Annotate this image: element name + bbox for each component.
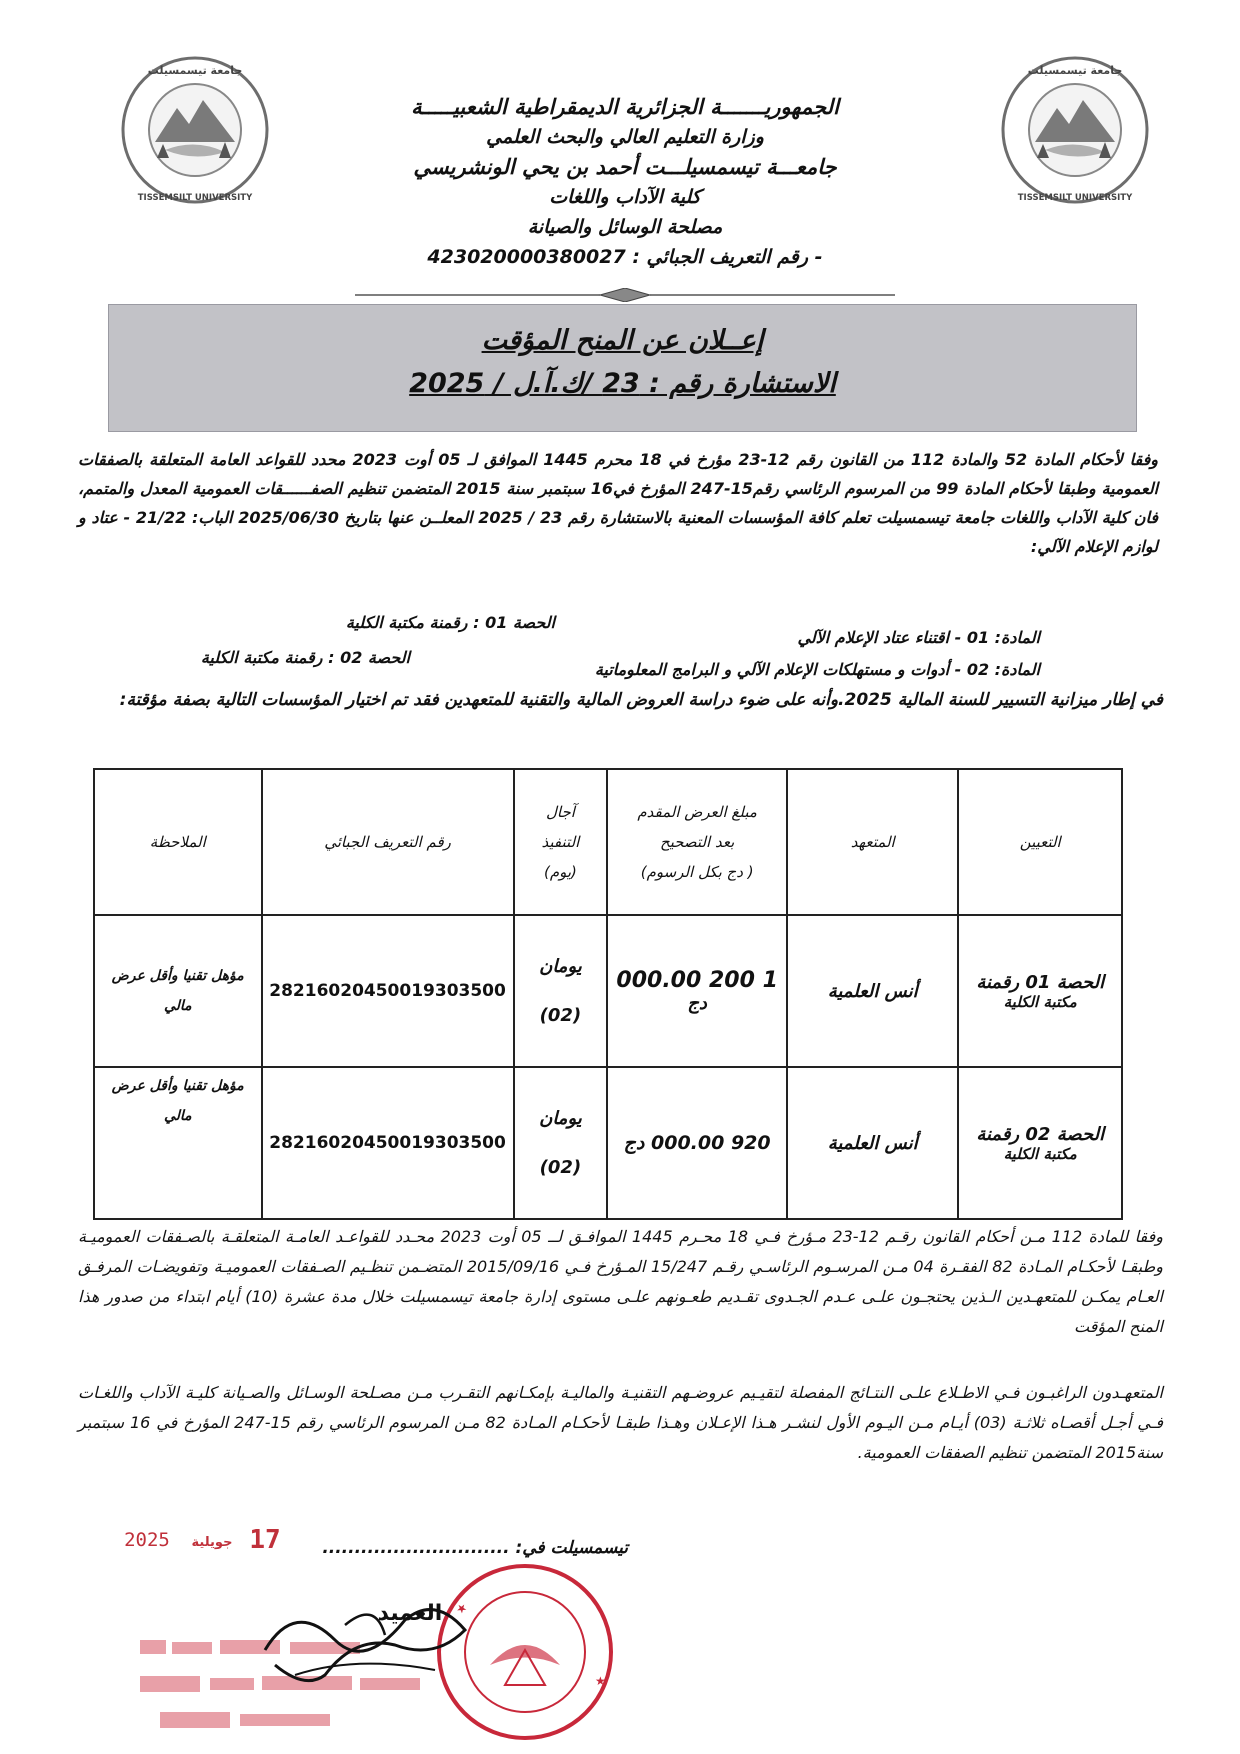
table-header-row [94, 769, 1122, 915]
dean-signature [235, 1580, 495, 1700]
svg-text:★: ★ [595, 1674, 606, 1688]
award-table [93, 768, 1123, 1220]
intro-paragraph: وفقا لأحكام المادة 52 والمادة 112 من القانون رقم 12-23 مؤرخ في 18 محرم 1445 الموافق لـ 05 أوت 2023 محدد للقواعد العامة المتعلقة بالصفقات العمومية وطبقا لأحكام المادة 99 من المرسوم الرئاسي رقم15-247 المؤرخ في16 سبتمبر سنة 2015 المتضمن تنظيم الصفــــــقات العمومية المعدل والمتمم، فان كلية الآداب واللغات جامعة تيسمسيلت تعلم كافة المؤسسات المعنية بالاستشارة رقم 23 / 2025 المعلــن عنها بتاريخ 2025/06/30 الباب: 21/22 - عتاد و لوازم الإعلام الآلي: [78, 450, 1159, 556]
header-university: جامعـــة تيسمسيلـــت أحمد بن يحي الونشريسي [413, 155, 837, 179]
header-amount: مبلغ العرض المقدم بعد التصحيح ( دج بكل الرسوم) [607, 769, 787, 915]
material-2-lot: الحصة 02 : رقمنة مكتبة الكلية [200, 648, 410, 667]
header-republic: الجمهوريـــــــة الجزائرية الديمقراطية الشعبيـــــة [411, 95, 839, 119]
selection-paragraph: في إطار ميزانية التسيير للسنة المالية 2025.وأنه على ضوء دراسة العروض المالية والتقنية للمتعهدين فقد تم اختيار المؤسسات التالية بصفة مؤقتة: [119, 690, 1163, 710]
header-faculty: كلية الآداب واللغات [549, 186, 701, 208]
cell-designation: الحصة 02 رقمنة مكتبة الكلية [958, 1067, 1122, 1219]
date-stamp-day: 17 [249, 1525, 281, 1555]
place-date-line: تيسمسيلت في: ............................. [322, 1538, 628, 1558]
cell-delay: يومان (02) [514, 915, 608, 1067]
svg-text:★: ★ [452, 1599, 471, 1618]
appeal-paragraph: وفقا للمادة 112 مـن أحكام القانون رقـم 12-23 مـؤرخ فـي 18 محـرم 1445 الموافـق لــ 05 أوت 2023 محـدد للقواعـد العامـة المتعلقـة بالصـفقات العموميـة وطبقـا لأحكـام المـادة 82 الفقـرة 04 مـن المرسـوم الرئاسـي رقـم 15/247 المـؤرخ فـي 2015/09/16 المتضـمن تنظـيم الصـفقات العموميـة وتفويضـات المرفـق العـام يمكـن للمتعهـدين الـذين يحتجـون علـى عـدم الجـدوى تقـديم طعـونهم علـى مستوى إدارة جامعة تيسمسيلت خلال مدة عشرة (10) أيام ابتداء من صدور هذا المنح المؤقت [78, 1227, 1164, 1336]
cell-nif: 28216020450019303500 [262, 915, 514, 1067]
separator-diamond [355, 288, 895, 302]
header-nif: رقم التعريف الجبائي [262, 769, 514, 915]
material-1-label: المادة: 01 - اقتناء عتاد الإعلام الآلي [797, 628, 1040, 647]
cell-bidder: أنس العلمية [787, 915, 959, 1067]
date-stamp-year: 2025 [124, 1529, 170, 1551]
cell-designation: الحصة 01 رقمنة مكتبة الكلية [958, 915, 1122, 1067]
table-row [94, 1067, 1122, 1219]
header-delay: آجال التنفيذ (يوم) [514, 769, 608, 915]
header-service: مصلحة الوسائل والصيانة [527, 216, 723, 238]
table-row [94, 915, 1122, 1067]
announcement-title: إعــلان عن المنح المؤقت [481, 325, 764, 356]
cell-bidder: أنس العلمية [787, 1067, 959, 1219]
header-bidder: المتعهد [787, 769, 959, 915]
cell-nif: 28216020450019303500 [262, 1067, 514, 1219]
cell-amount: 920 000.00 دج [607, 1067, 787, 1219]
cell-amount: 1 200 000.00 دج [607, 915, 787, 1067]
date-stamp [117, 1518, 282, 1558]
cell-delay: يومان (02) [514, 1067, 608, 1219]
university-logo-right [995, 50, 1155, 210]
cell-note: مؤهل تقنيا وأقل عرض مالي [94, 915, 262, 1067]
logo-text-bottom: TISSEMSILT UNIVERSITY [1017, 193, 1133, 203]
logo-text-bottom: TISSEMSILT UNIVERSITY [137, 193, 253, 203]
header-designation: التعيين [958, 769, 1122, 915]
date-stamp-month: جويلية [191, 1535, 233, 1550]
university-logo-left [115, 50, 275, 210]
material-1-lot: الحصة 01 : رقمنة مكتبة الكلية [345, 613, 555, 632]
institution-header [380, 92, 870, 272]
material-2-label: المادة: 02 - أدوات و مستهلكات الإعلام الآلي و البرامج المعلوماتية [594, 660, 1040, 679]
header-tax-id: - رقم التعريف الجبائي : 423020000380027 [427, 246, 823, 268]
header-note: الملاحظة [94, 769, 262, 915]
signatory-title: العميد [377, 1601, 443, 1626]
consultation-number: الاستشارة رقم : 23 /ك.آ.ل / 2025 [409, 368, 836, 399]
header-ministry: وزارة التعليم العالي والبحث العلمي [486, 126, 764, 148]
logo-text-top: جامعة تيسمسيلت [147, 64, 243, 77]
cell-note: مؤهل تقنيا وأقل عرض مالي [94, 1067, 262, 1219]
logo-text-top: جامعة تيسمسيلت [1027, 64, 1123, 77]
results-paragraph: المتعهـدون الراغبـون فـي الاطـلاع علـى النتـائج المفصلة لتقيـيم عروضـهم التقنيـة والماليـة بإمكـانهم التقـرب مـن مصـلحة الوسـائل والصـيانة كليـة الآداب واللغـات فـي أجـل أقصـاه ثلاثـة (03) أيـام مـن اليـوم الأول لنشـر هـذا الإعـلان وهـذا طبقـا لأحكـام المـادة 82 مـن المرسوم الرئاسي رقم 15-247 المؤرخ في 16 سبتمبر سنة2015 المتضمن تنظيم الصفقات العمومية. [78, 1383, 1164, 1462]
announcement-banner [108, 304, 1137, 432]
